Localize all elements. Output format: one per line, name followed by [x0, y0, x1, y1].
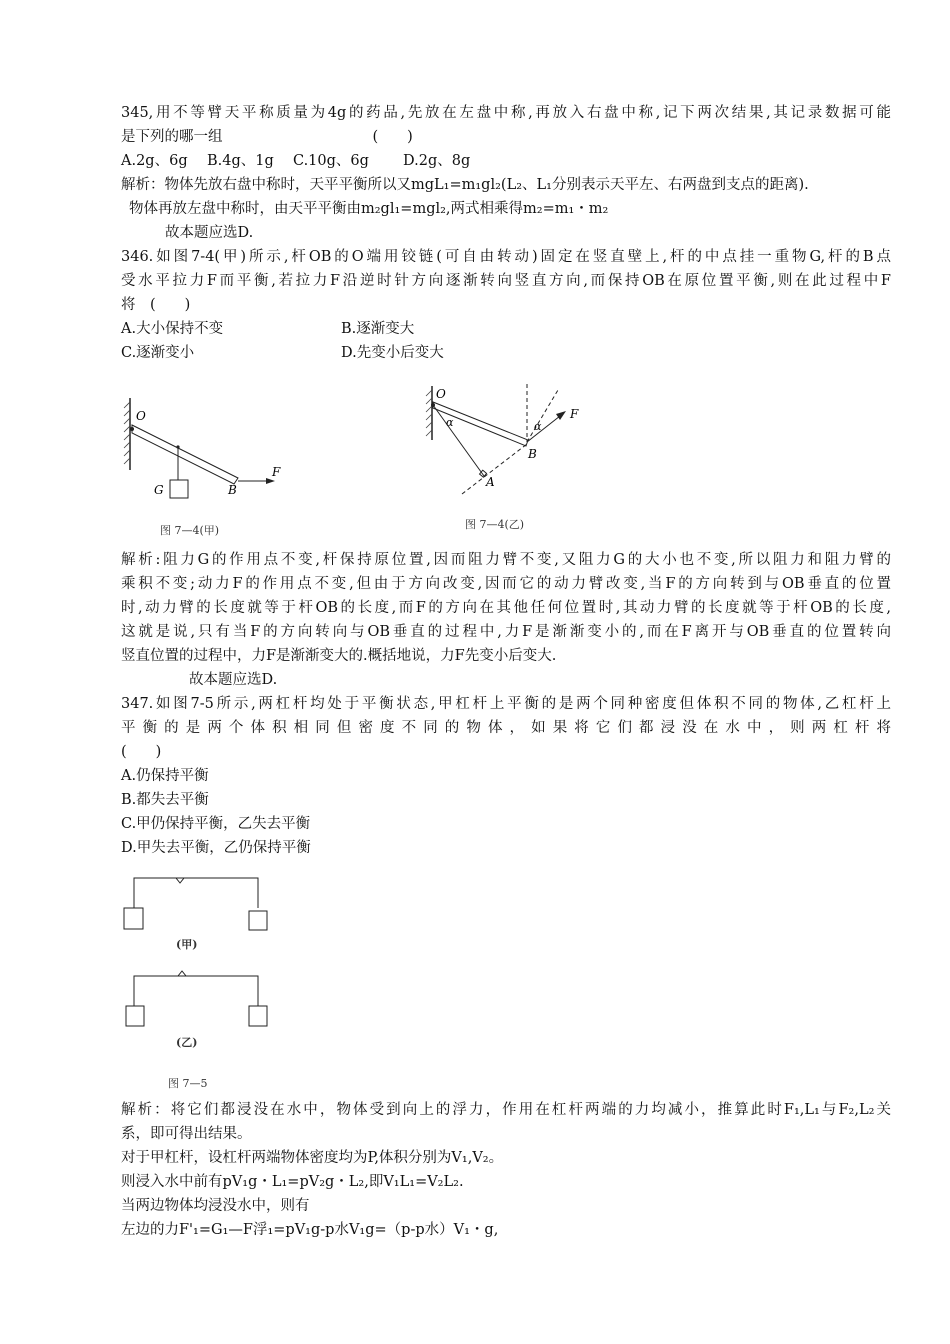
q347-analysis-line: 则浸入水中前有pV₁g・L₁=pV₂g・L₂,即V₁L₁=V₂L₂.	[121, 1174, 464, 1190]
q345-answer: 故本题应选D.	[165, 225, 254, 241]
label-alpha: α	[534, 420, 542, 433]
label-jia: (甲)	[176, 938, 198, 951]
q346-analysis-line: 时,动力臂的长度就等于杆OB的长度,而F的方向在其他任何位置时,其动力臂的长度就等于杆OB的长度,	[121, 600, 891, 616]
label-f: F	[272, 465, 281, 479]
q346-line2: 受水平拉力F而平衡,若拉力F沿逆时针方向逐渐转向竖直方向,而保持OB在原位置平衡,则在此过程中F	[121, 273, 891, 289]
q345-line1: 345,用不等臂天平称质量为4g的药品,先放在左盘中称,再放入右盘中称,记下两次结果,其记录数据可能	[121, 105, 891, 121]
q345-answer-paren: ( )	[372, 129, 413, 145]
q345-line2: 是下列的哪一组	[121, 129, 223, 145]
lever-yi	[126, 971, 267, 1026]
q347-line3: ( )	[121, 744, 162, 760]
q345-analysis-2: 物体再放左盘中称时，由天平平衡由m₂gl₁=mgl₂,两式相乘得m₂=m₁・m₂	[129, 201, 609, 217]
q345-analysis-1: 解析：物体先放右盘中称时，天平平衡所以又mgL₁=m₁gl₂(L₂、L₁分别表示天平左、右两盘到支点的距离).	[121, 177, 809, 193]
q347-option-a: A.仍保持平衡	[121, 768, 209, 784]
q346-analysis-line: 乘积不变;动力F的作用点不变,但由于方向改变,因而它的动力臂改变,当F的方向转到与OB垂直的位置	[121, 576, 891, 592]
q347-option-b: B.都失去平衡	[121, 792, 209, 808]
q347-analysis-line: 当两边物体均浸没水中，则有	[121, 1198, 310, 1214]
q346-analysis-line: 这就是说,只有当F的方向转向与OB垂直的过程中,力F是渐渐变小的,而在F离开与OB垂直的位置转向	[121, 624, 891, 640]
label-yi: (乙)	[176, 1036, 198, 1049]
figure-7-4-b-caption: 图 7—4(乙)	[465, 518, 525, 531]
q345-option-a: A.2g、6g	[121, 153, 188, 169]
q347-option-d: D.甲失去平衡，乙仍保持平衡	[121, 840, 311, 856]
lever-jia	[124, 878, 267, 930]
label-b: B	[528, 447, 537, 461]
label-o: O	[136, 409, 146, 423]
q345-option-b: B.4g、1g	[207, 153, 274, 169]
q347-analysis-line: 对于甲杠杆，设杠杆两端物体密度均为P,体积分别为V₁,V₂。	[121, 1150, 504, 1166]
figure-7-4-b	[420, 382, 600, 502]
q347-line2: 平衡的是两个体积相同但密度不同的物体，如果将它们都浸没在水中，则两杠杆将	[121, 720, 891, 736]
question-346-analysis	[121, 548, 891, 860]
label-alpha: α	[446, 416, 454, 429]
q345-option-d: D.2g、8g	[403, 153, 471, 169]
label-b: B	[228, 483, 237, 497]
label-a: A	[486, 475, 495, 489]
q346-option-b: B.逐渐变大	[341, 321, 415, 337]
q346-analysis-line: 解析:阻力G的作用点不变,杆保持原位置,因而阻力臂不变,又阻力G的大小也不变,所以阻力和阻力臂的	[121, 552, 891, 568]
label-o: O	[436, 387, 446, 401]
question-347-analysis	[121, 1098, 891, 1242]
label-g: G	[154, 483, 164, 497]
q347-analysis-line: 系，即可得出结果。	[121, 1126, 252, 1142]
label-f: F	[570, 407, 579, 421]
figure-7-5-caption: 图 7—5	[168, 1077, 208, 1090]
q345-option-c: C.10g、6g	[293, 153, 369, 169]
figure-7-4-a-caption: 图 7—4(甲)	[160, 524, 220, 537]
q347-analysis-line: 解析：将它们都浸没在水中，物体受到向上的浮力，作用在杠杆两端的力均减小，推算此时F₁,L₁与F₂,L₂关	[121, 1102, 891, 1118]
q346-option-c: C.逐渐变小	[121, 345, 195, 361]
figure-7-4-a	[120, 390, 290, 510]
q346-line1: 346.如图7-4(甲)所示,杆OB的O端用铰链(可自由转动)固定在竖直壁上,杆的中点挂一重物G,杆的B点	[121, 249, 891, 265]
q346-line3: 将 ( )	[121, 297, 191, 313]
q347-line1: 347.如图7-5所示,两杠杆均处于平衡状态,甲杠杆上平衡的是两个同种密度但体积不同的物体,乙杠杆上	[121, 696, 891, 712]
q347-option-c: C.甲仍保持平衡，乙失去平衡	[121, 816, 311, 832]
q346-answer: 故本题应选D.	[189, 672, 278, 688]
q347-analysis-line: 左边的力F'₁=G₁—F浮₁=pV₁g-p水V₁g=（p-p水）V₁・g,	[121, 1222, 499, 1238]
q346-analysis-line: 竖直位置的过程中，力F是渐渐变大的.概括地说，力F先变小后变大.	[121, 648, 557, 664]
q346-option-d: D.先变小后变大	[341, 345, 444, 361]
q346-option-a: A.大小保持不变	[121, 321, 224, 337]
figure-7-5	[118, 868, 278, 1068]
question-345	[121, 101, 891, 365]
